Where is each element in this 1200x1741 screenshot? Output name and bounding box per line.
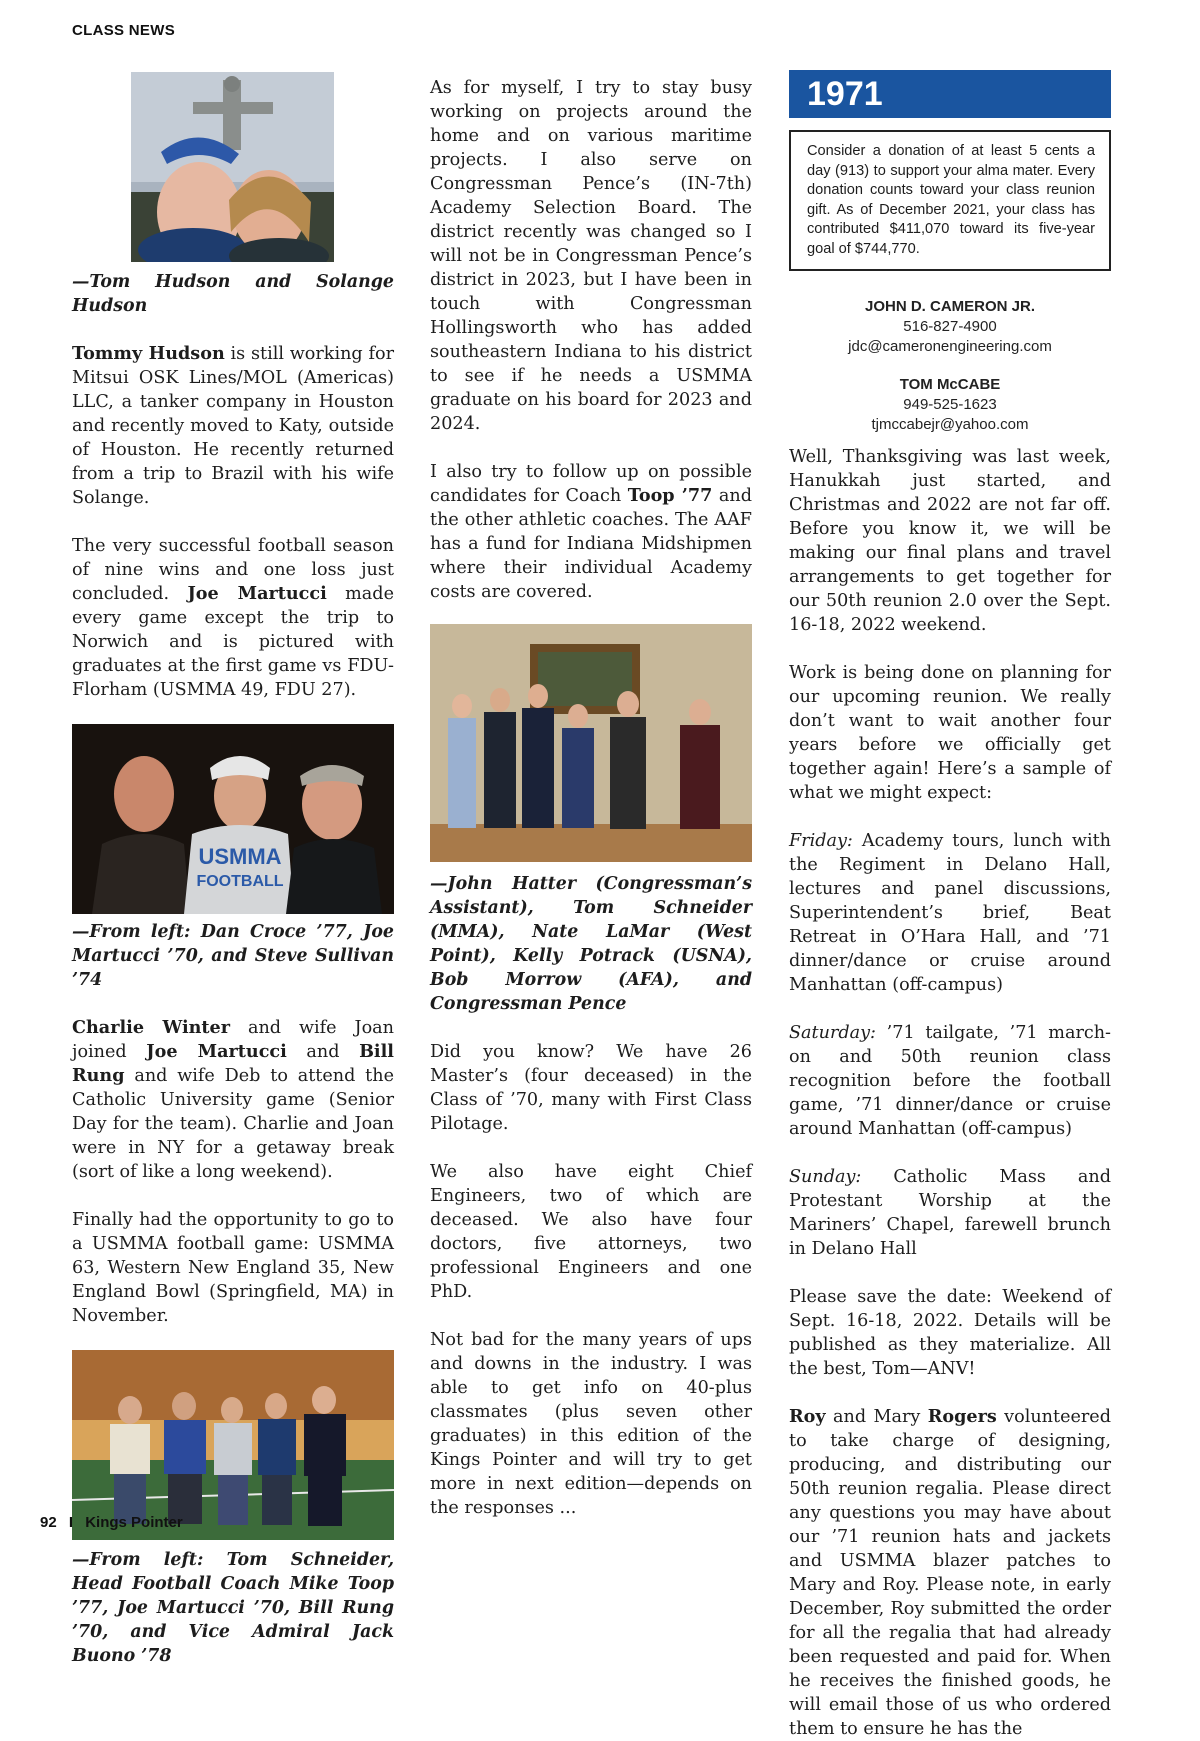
paragraph: Charlie Winter and wife Joan joined Joe Martucci and Bill Rung and wife Deb to attend the Catholic University game (Senior Day for the team). Charlie and Joan were in NY for a getaway break (sort of like a long weekend). bbox=[72, 1017, 394, 1182]
donation-notice: Consider a donation of at least 5 cents a day (913) to support your alma mater. Every donation counts toward your class reunion gift. As of December 2021, your class has contributed $411,070 toward its five-year goal of $744,770. bbox=[789, 130, 1111, 271]
column-middle bbox=[430, 76, 752, 1520]
photo-congressman-group bbox=[430, 624, 752, 862]
photo-croce-martucci-sullivan bbox=[72, 724, 394, 914]
paragraph: Did you know? We have 26 Master’s (four deceased) in the Class of ’70, many with First Class Pilotage. bbox=[430, 1042, 752, 1134]
paragraph: The very successful football season of nine wins and one loss just concluded. Joe Martucci made every game except the trip to Norwich and is pictured with graduates at the first game vs FDU-Florham (USMMA 49, FDU 27). bbox=[72, 536, 394, 700]
publication-name: Kings Pointer bbox=[85, 1514, 183, 1531]
sweatshirt-text-2: FOOTBALL bbox=[196, 873, 284, 890]
column-right bbox=[789, 70, 1111, 1741]
sweatshirt-text-1: USMMA bbox=[198, 844, 282, 869]
contact-mccabe bbox=[789, 375, 1111, 435]
photo-caption: —From left: Tom Schneider, Head Football Coach Mike Toop ’77, Joe Martucci ’70, Bill Rung ’70, and Vice Admiral Jack Buono ’78 bbox=[72, 1550, 394, 1666]
paragraph: Please save the date: Weekend of Sept. 16-18, 2022. Details will be published as they materialize. All the best, Tom—ANV! bbox=[789, 1287, 1111, 1379]
paragraph: I also try to follow up on possible candidates for Coach Toop ’77 and the other athletic coaches. The AAF has a fund for Indiana Midshipmen where their individual Academy costs are covered. bbox=[430, 462, 752, 602]
paragraph: Saturday: ’71 tailgate, ’71 march-on and 50th reunion class recognition before the football game, ’71 dinner/dance or cruise around Manhattan (off-campus) bbox=[789, 1023, 1111, 1139]
contact-name: JOHN D. CAMERON JR. bbox=[864, 298, 1036, 315]
contact-phone: 516-827-4900 bbox=[903, 318, 997, 335]
paragraph: Work is being done on planning for our upcoming reunion. We really don’t want to wait another four years before we officially get together again! Here’s a sample of what we might expect: bbox=[789, 663, 1111, 803]
section-header: CLASS NEWS bbox=[72, 22, 176, 39]
footer-separator: I bbox=[68, 1514, 74, 1531]
paragraph: We also have eight Chief Engineers, two of which are deceased. We also have four doctors, five attorneys, two professional Engineers and one PhD. bbox=[430, 1162, 752, 1302]
column-left bbox=[72, 76, 394, 1668]
paragraph: Friday: Academy tours, lunch with the Regiment in Delano Hall, lectures and panel discussions, Superintendent’s brief, Beat Retreat in O’Hara Hall, and ’71 dinner/dance or cruise around Manhattan (off-campus) bbox=[789, 831, 1111, 995]
paragraph: Finally had the opportunity to go to a USMMA football game: USMMA 63, Western New England 35, New England Bowl (Springfield, MA) in November. bbox=[72, 1210, 394, 1326]
class-year-banner: 1971 bbox=[789, 70, 1111, 118]
contact-email[interactable]: jdc@cameronengineering.com bbox=[848, 338, 1052, 355]
contact-email[interactable]: tjmccabejr@yahoo.com bbox=[871, 416, 1029, 433]
contact-phone: 949-525-1623 bbox=[903, 396, 997, 413]
photo-football-group bbox=[72, 1350, 394, 1540]
paragraph: Sunday: Catholic Mass and Protestant Worship at the Mariners’ Chapel, farewell brunch in Delano Hall bbox=[789, 1167, 1111, 1259]
paragraph: Well, Thanksgiving was last week, Hanukkah just started, and Christmas and 2022 are not far off. Before you know it, we will be making our final plans and travel arrangements to get together for our 50th reunion 2.0 over the Sept. 16-18, 2022 weekend. bbox=[789, 447, 1111, 635]
paragraph: Not bad for the many years of ups and downs in the industry. I was able to get info on 40-plus classmates (plus seven other graduates) in this edition of the Kings Pointer and will try to get more in next edition—depends on the responses ... bbox=[430, 1330, 752, 1518]
paragraph: As for myself, I try to stay busy working on projects around the home and on various maritime projects. I also serve on Congressman Pence’s (IN-7th) Academy Selection Board. The district recently was changed so I will not be in Congressman Pence’s district in 2023, but I have been in touch with Congressman Hollingsworth who has added southeastern Indiana to his district to see if he needs a USMMA graduate on his board for 2023 and 2024. bbox=[430, 78, 752, 434]
photo-caption: —Tom Hudson and Solange Hudson bbox=[72, 272, 394, 316]
paragraph: Tommy Hudson is still working for Mitsui OSK Lines/MOL (Americas) LLC, a tanker company in Houston and recently moved to Katy, outside of Houston. He recently returned from a trip to Brazil with his wife Solange. bbox=[72, 343, 394, 508]
contact-cameron bbox=[789, 297, 1111, 357]
page-footer bbox=[40, 1514, 183, 1531]
page-number: 92 bbox=[40, 1514, 57, 1531]
paragraph: Roy and Mary Rogers volunteered to take charge of designing, producing, and distributing our 50th reunion regalia. Please direct any questions you may have about our ’71 reunion hats and jackets and USMMA blazer patches to Mary and Roy. Please note, in early December, Roy submitted the order for all the regalia that had already been requested and paid for. When he receives the finished goods, he will email those of us who ordered them to ensure he has the bbox=[789, 1406, 1111, 1739]
photo-hudson bbox=[131, 72, 334, 262]
contact-name: TOM McCABE bbox=[899, 376, 1001, 393]
photo-caption: —From left: Dan Croce ’77, Joe Martucci ’70, and Steve Sullivan ’74 bbox=[72, 922, 394, 990]
photo-caption: —John Hatter (Congressman’s Assistant), Tom Schneider (MMA), Nate LaMar (West Point), Kelly Potrack (USNA), Bob Morrow (AFA), and Congressman Pence bbox=[430, 874, 752, 1014]
